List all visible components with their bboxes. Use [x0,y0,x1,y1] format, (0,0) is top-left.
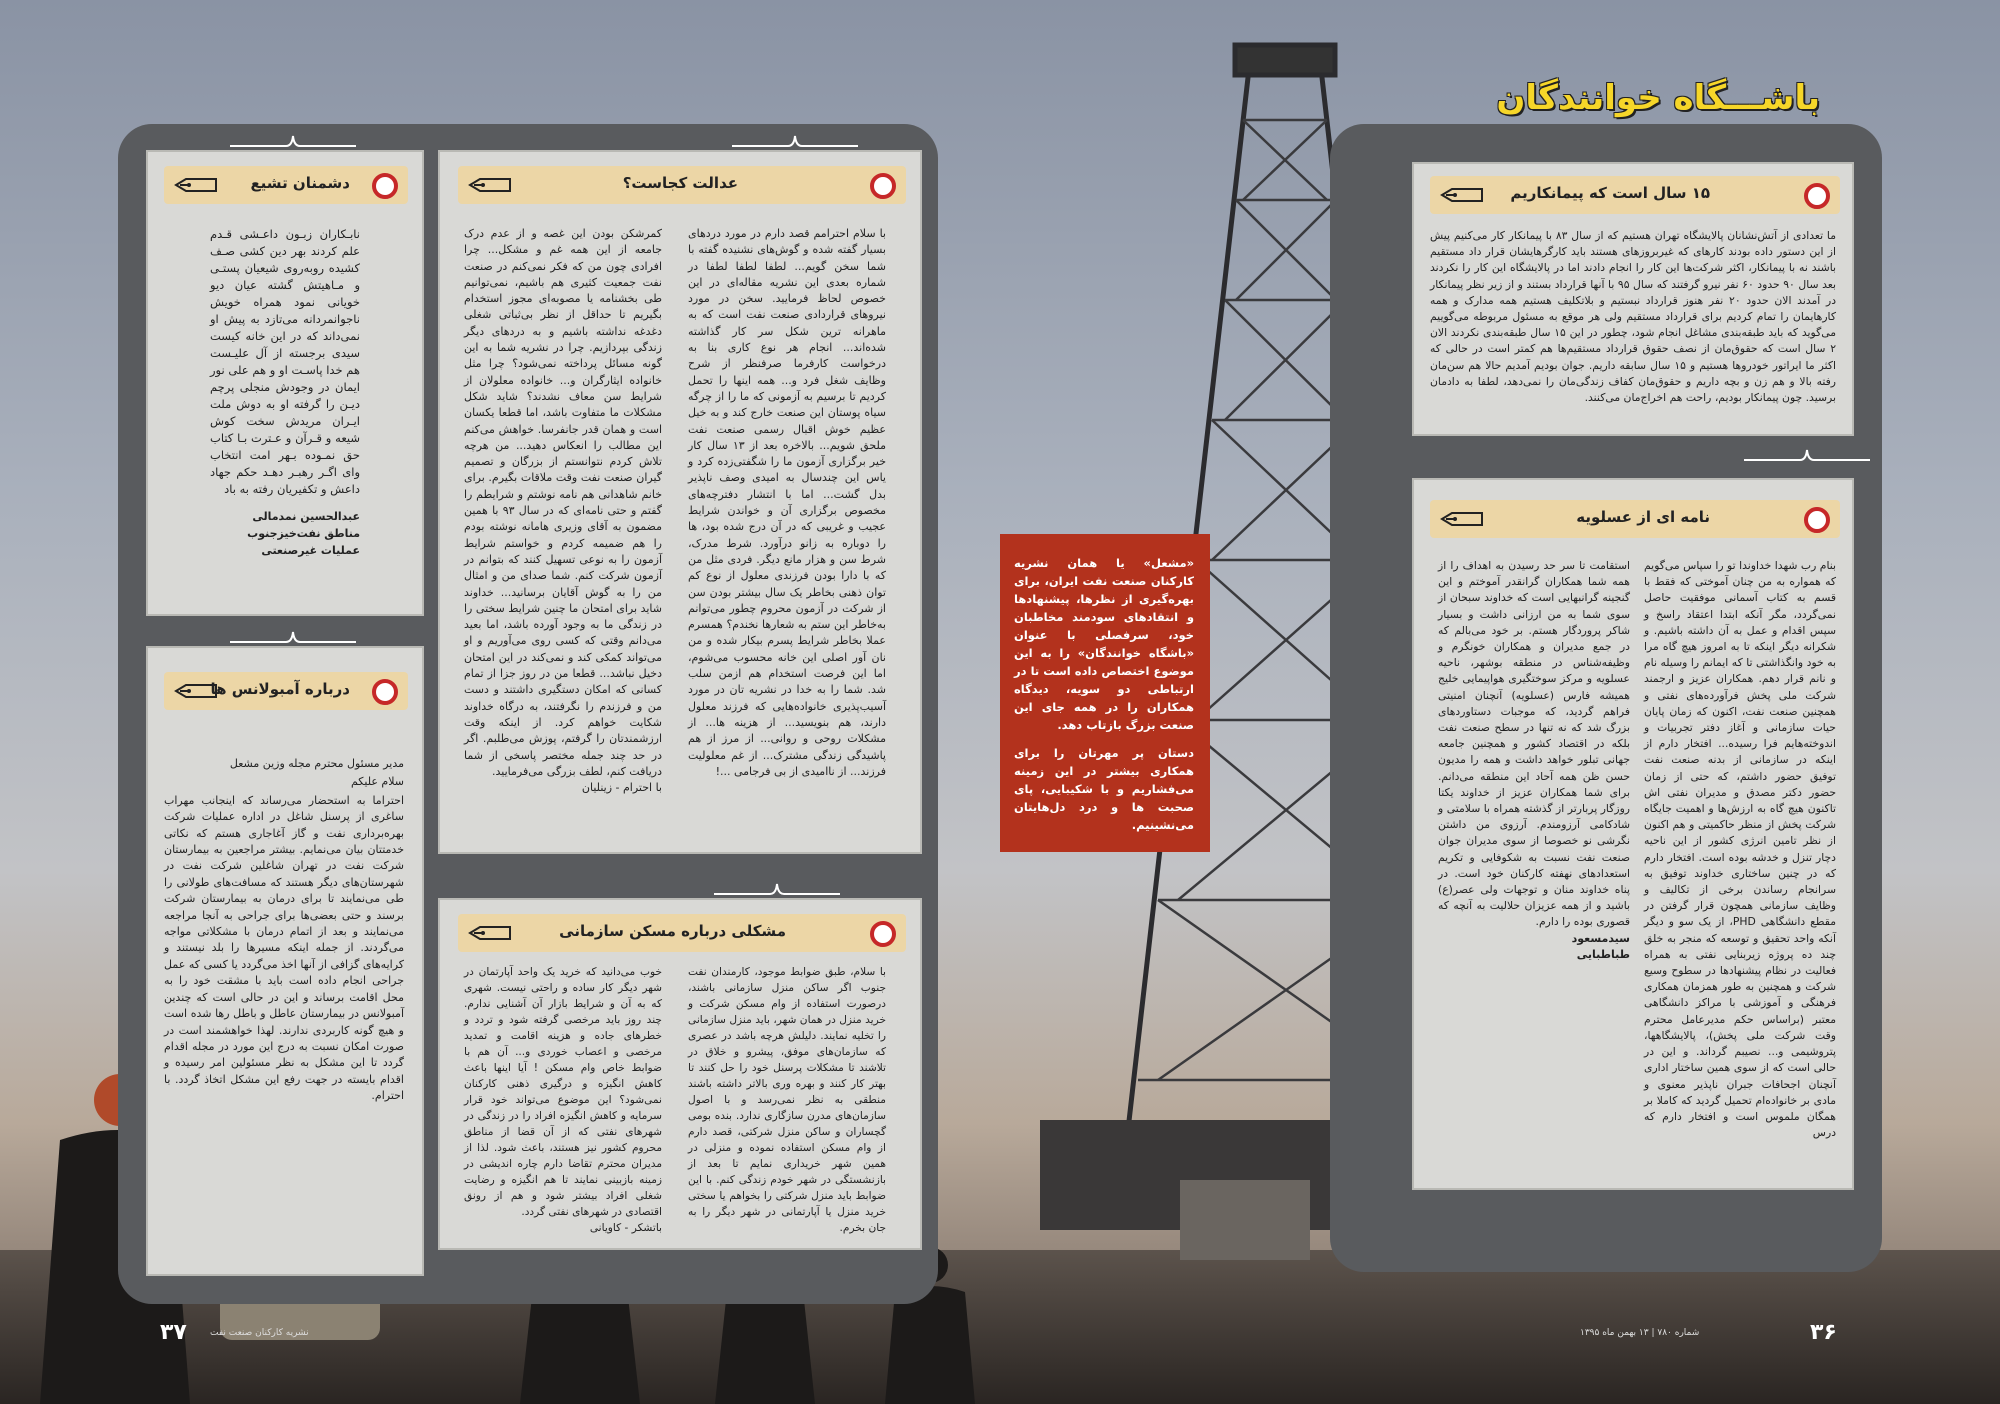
letter-header [164,672,408,710]
circle-icon [1804,507,1830,533]
callout-paragraph: «مشعل» یا همان نشریه کارکنان صنعت نفت ایران، برای بهره‌گیری از نظرها، پیشنهادها و انتقادهای سودمند مخاطبان خود، سرفصلی با عنوان «باشگاه خوانندگان» را به این موضوع اختصاص داده است تا در ارتباطی دو سویه، دیدگاه همکاران را در همه جای این صنعت بزرگ بازتاب دهد. [1014,556,1194,732]
pen-nib-icon [174,177,218,193]
paragraph: ما تعدادی از آتش‌نشانان پالایشگاه تهران هستیم که از سال ۸۳ با پیمانکار کار می‌کنیم پیش از این دستور داده بودند کارهای که غیربروزهای هستند باید کارگرهایشان قرار داد مستقیم باشند نه با پیمانکار، اکثر شرکت‌ها این کار را انجام دادند اما در پالایشگاه این کار را نکردند بعد سال ۹۰ حدود ۶۰ نفر نیرو گرفتند که سال ۹۵ با آنها قرارداد بستند و از زیر نظر پیمانکار در آمدند الان حدود ۲۰ نفر هنوز قرارداد نبستیم و بلاتکلیف هستیم همه مدارک و همه کارهایمان را تمام کردیم برای قرارداد مستقیم ولی هر موقع به مسئول مربوطه می‌گوییم می‌گوید که باید طبقه‌بندی مشاغل انجام شود، چطور در این ۱۵ سال طبقه‌بندی نکردند الان ۲ سال است که حقوق‌مان از نصف حقوق قرارداد مستقیم‌ها هم کمتر است در حالی که اکثر ما ایراتور خودروها هستیم و ۱۵ سال سابقه داریم. جوان بودیم آمدیم حالا هم سن‌مان رفته بالا و هم زن و بچه داریم و حقوق‌مان کفاف زندگی‌مان را نمی‌دهد، لطفا به دادمان برسید. چون پیمانکار بودیم، راحت هم اخراج‌مان می‌کنند. [1430,229,1836,405]
letter-body [1430,228,1836,408]
paragraph: کمرشکن بودن این غصه و از عدم درک جامعه از این همه غم و مشکل... چرا افرادی چون من که فکر نمی‌کنم در صنعت نفت جمعیت کثیری هم باشیم، نمی‌توانیم طی بخشنامه یا مصوبه‌ای مجوز استخدام بگیریم تا حداقل از نظر بی‌ثباتی شغلی دغدغه نداشته باشیم و به دردهای دیگر زندگی بپردازیم. چرا در نشریه شما به این گونه مسائل پرداخته نمی‌شود؟ چرا مثل خانواده ایثارگران و... خانواده معلولان از شرایط سن معاف نشدند؟ شاید شکل مشکلات ما متفاوت باشد، اما قطعا یکسان است و همان قدر جانفرسا. خواهش می‌کنم این مطالب را انعکاس دهید... من هرچه تلاش کردم نتوانستم از بزرگان و تصمیم گیران صنعت نفت وقت ملاقات بگیرم. برای خانم شاهدانی هم نامه نوشتم و شرایطم را گفتم و حتی نامه‌ای که در سال ۹۳ با همین مضمون به آقای وزیری هامانه نوشته بودم را هم ضمیمه کردم و خواستم شرایط آزمون را به نوعی تسهیل کنند که بتوانم در آزمون شرکت کنم. شما صدای من و امثال من را به گوش آقایان برسانید... خداوند شاید برای امتحان ما چنین شرایط سختی را در زندگی ما به وجود آورده باشد، اما بعید می‌دانم وقتی که کسی روی می‌آوریم و او می‌تواند کمکی کند و نمی‌کند در این امتحان دخیل نباشد... قطعا من در روز جزا از تمام کسانی که امکان دستگیری داشتند و دست من و فرزندم را نگرفتند، به درگاه خداوند شکایت خواهم کرد. از اینکه وقت ارزشمندتان را گرفتم، پوزش می‌طلبم. اگر در حد چند جمله مختصر پاسخی از شما دریافت کنم، لطف بزرگی می‌فرمایید. [464,227,662,778]
letter-title: مشکلی درباره مسکن سازمانی [559,922,786,940]
pen-nib-icon [174,683,218,699]
letter-asaluyeh [1412,478,1854,1190]
letter-column-left [1438,558,1630,963]
circle-icon [870,173,896,199]
brace-icon [712,882,842,896]
letter-edalat [438,150,922,854]
letter-column-left [464,964,662,1236]
section-title: باشـــگاه خوانندگان [1496,78,1820,118]
circle-icon [1804,183,1830,209]
callout-paragraph: دستان پر مهرتان را برای همکاری بیشتر در این زمینه می‌فشاریم و با شکیبایی، پای صحبت ها و درد دل‌هایتان می‌نشینیم. [1014,746,1194,832]
brace-icon [228,630,358,644]
letter-title: عدالت کجاست؟ [622,174,738,192]
letter-maskan [438,898,922,1250]
brace-icon [228,134,358,148]
pen-nib-icon [468,925,512,941]
pen-nib-icon [468,177,512,193]
page-number-right: ۳۶ [1810,1320,1837,1345]
rig-building [1180,1180,1310,1260]
circle-icon [870,921,896,947]
letter-column-right: با سلام احترامم قصد دارم در مورد دردهای بسیار گفته شده و گوش‌های نشنیده گفته با شما سخن گویم... لطفا لطفا لطفا در شماره بعدی این نشریه مقاله‌ای در این خصوص لحاظ فرمایید. سخن در مورد نیروهای قراردادی صنعت نفت است که به ماهرانه ترین شکل سر کار گذاشته شده‌اند... انجام هر نوع کاری بنا به درخواست کارفرما صرفنظر از شرح وظایف شغل فرد و... همه اینها را تحمل کردیم تا برسیم به آزمونی که ما را از چرگه سیاه پوستان این صنعت خارج کند و به خیل عظیم خوش اقبال رسمی صنعت نفت ملحق شویم... بالاخره بعد از ۱۳ سال کار خیر برگزاری آزمون ما را شگفتی‌زده کرد و یاس این چندسال به امیدی وصف ناپذیر بدل گشت... اما با انتشار دفترچه‌های مخصوص برگزاری آن و خواندن شرایط عجیب و غریبی که در آن درج شده بود، ها را دوباره به زانو درآورد. شرط مدرک، شرط سن و هزار مانع دیگر. فردی مثل من که با دارا بودن فرزندی معلول از نوع کم توان ذهنی بخاطر یک سال بیشتر بودن سن از شرکت در آزمون محروم چطور می‌توانم به‌خاطر این ستم به شعارها نخندم؟ همسرم عملا بخاطر شرایط پسرم بیکار شده و من نان آور اصلی این خانه محسوب می‌شوم، اما این فرصت استخدام هم ازمن سلب شد. شما را به خدا در نشریه تان در مورد آسیب‌پذیری خانواده‌هایی که فرزند معلول دارند، هم بنویسید... از هزینه ها... از مشکلات روحی و روانی... از مرز از هم پاشیدگی زندگی مشترک... از غم معلولیت فرزند... از ناامیدی از بی فرجامی ...! [688,227,886,778]
footer-note-right: شماره ۷۸۰ | ۱۳ بهمن ماه ۱۳۹۵ [1580,1328,1700,1338]
letter-dushmanan [146,150,424,616]
circle-icon [372,173,398,199]
brace-icon [1742,448,1872,462]
paragraph: احتراما به استحضار می‌رساند که اینجانب مهراب ساغری از پرسنل شاغل در اداره عملیات شرکت بهره‌برداری نفت و گاز آغاجاری هستم که نکاتی خدمتتان بیان می‌نمایم. بیشتر مراجعین به بیمارستان شرکت نفت در تهران شاغلین شرکت نفت در شهرستان‌های دیگر هستند که مسافت‌های طولانی را طی می‌نمایند تا برای درمان به بیمارستان شرکت برسند و حتی بعضی‌ها برای جراحی به آنجا مراجعه می‌نمایند و بعد از اتمام درمان با مشکلاتی مواجه می‌گردند. از جمله اینکه مسیرها را بلد نیستند و کرایه‌های گزافی از آنها اخذ می‌گردد یا کسی که عمل جراحی انجام داده است باید با مشقت خود را به محل اقامت برساند و این در حالی است که چندین آمبولانس در بیمارستان عاطل و باطل رها شده است و هیچ گونه کاربردی ندارند. لهذا خواهشمند است در صورت امکان نسبت به درج این مورد در مجله اقدام گردد تا این مشکل به نظر مسئولین امر رسیده و اقدام بایسته در جهت رفع این مشکل اتخاذ گردد. با احترام. [164,793,404,1103]
signature: مناطق نفت‌خیزجنوب [247,527,360,540]
letter-ambulance [146,646,424,1276]
signature: با احترام - زینلیان [581,781,662,795]
letter-header [1430,500,1840,538]
paragraph: خوب می‌دانید که خرید یک واحد آپارتمان در شهر دیگر کار ساده و راحتی نیست. شهری که به آن و شرایط بازار آن آشنایی ندارم. چند روز باید مرخصی گرفته شود و تردد و خطرهای جاده و هزینه اقامت و تمدید مرخصی و اعصاب خوردی و... آن هم با ضوابط خاص وام مسکن ! آیا اینها باعث کاهش انگیزه و درگیری ذهنی کارکنان نمی‌شود؟ این موضوع می‌تواند خود قرار سرمایه و کاهش انگیزه افراد را در زندگی در شهرهای نفتی که از آن قضا از مناطق محروم کشور نیز هستند، باعث شود. لذا از مدیران محترم تقاضا دارم چاره اندیشی در زمینه بازبینی نمایند تا هم انگیزه و رضایت شغلی افراد بیشتر شود و هم از رونق اقتصادی در شهرهای نفتی گردد. [464,966,662,1218]
signature: سیدمسعود [1571,931,1630,945]
signature: طباطبایی [1576,947,1630,961]
intro-callout [1000,534,1210,852]
pen-nib-icon [1440,511,1484,527]
pen-nib-icon [1440,187,1484,203]
paragraph: استقامت تا سر حد رسیدن به اهداف را از همه شما همکاران گرانقدر آموختم و این گنجینه گرانبهایی است که خداوند سبحان از سوی شما به من ارزانی داشت و بسیار شاکر پروردگار هستم. بر خود می‌بالم که در جمع مدیران و همکاران خونگرم و وظیفه‌شناس در منطقه بوشهر، ناحیه عسلویه و مرکز سوختگیری هواپیمایی خلیج همیشه فارس (عسلویه) آنچنان امنیتی فراهم گردید، که موجبات دستاوردهای بزرگ شد که نه تنها در سطح صنعت نفت بلکه در اقتصاد کشور و همچنین جامعه جهانی تبلور خواهد داشت و همه را مدیون حسن ظن همه آحاد این منطقه می‌دانم. برای شما همکاران عزیز از خداوند یکتا روزگار پربارتر از گذشته همراه با سلامتی و شادکامی آرزومندم. آرزوی من داشتن نگرشی نو خصوصا از سوی مدیران جوان صنعت نفت نسبت به شکوفایی و تکریم استعدادهای نهفته کارکنان خود است. در پناه خداوند منان و توجهات ولی عصر(ع) باشید و از همه عزیزان حلالیت به آنچه که قصوری بوده را دارم. [1438,559,1630,929]
letter-paymankar [1412,162,1854,436]
letter-column-right: با سلام، طبق ضوابط موجود، کارمندان نفت جنوب اگر ساکن منزل سازمانی باشند، درصورت استفاده از وام مسکن شرکت و خرید منزل در همان شهر، باید منزل سازمانی را تخلیه نمایند. دلیلش هرچه باشد در عصری که سازمان‌های موفق، پیشرو و خلاق در تلاشند تا مشکلات پرسنل خود را حل کنند تا بهتر کار کنند و بهره وری بالاتر داشته باشند منطقی به نظر نمی‌رسد و با اصول سازمان‌های مدرن سازگاری ندارد. بنده بومی گچساران و ساکن منزل شرکتی، قصد دارم از وام مسکن استفاده نموده و منزلی در همین شهر خریداری نمایم تا بعد از بازنشستگی در شهر خودم زندگی کنم. با این ضوابط باید منزل شرکتی را بخواهم یا سختی خرید منزل یا آپارتمانی در شهر دیگر را به جان بخرم. [688,966,886,1234]
letter-header [1430,176,1840,214]
letter-header [458,166,906,204]
letter-title: دشمنان تشیع [250,174,350,192]
paragraph: نابـکاران زبـون داعـشی قـدم علم کردند بهر دین کشی صـف کشیده روبه‌روی شیعیان پستـی و مـاهیتش گشته عیان دیو خویانی نمود همراه خویش ناجوانمردانه می‌تازد به پیش او نمی‌داند که در این خانه کیست سیدی برجسته از آل علیـست هم خدا پاسـت او و هم علی نور ایمان در وجودش منجلی پرچم دیـن را گرفته او به دوش ملت ایـران مریدش سخت کوش شیعه و قـرآن و عـترت بـا کتاب حق نمـوده بـهر امت انتخاب وای اگـر رهبـر دهـد حکم جهاد داعش و تکفیریان رفته به باد [210,227,360,496]
signature: عملیات غیرصنعتی [261,544,360,557]
callout-text [1014,554,1194,834]
signature: باتشکر - کاویانی [589,1222,662,1234]
salutation: سلام علیکم [350,775,404,789]
page-number-left: ۳۷ [160,1320,187,1345]
letter-title: نامه ای از عسلویه [1576,508,1710,526]
footer-note-left: نشریه کارکنان صنعت نفت [210,1328,309,1338]
letter-title: ۱۵ سال است که پیمانکاریم [1510,184,1710,202]
letter-header [458,914,906,952]
salutation: مدیر مسئول محترم مجله وزین مشعل [229,757,404,770]
letter-body [164,756,404,1107]
circle-icon [372,679,398,705]
signature: عبدالحسین نمدمالی [252,510,360,523]
letter-title: درباره آمبولانس ها [210,680,350,698]
brace-icon [730,134,860,148]
letter-column-right: بنام رب شهدا خداوندا تو را سپاس می‌گویم که همواره به من چنان آموختی که فقط با قسم به کتاب آسمانی موفقیت حاصل نمی‌گردد، مگر آنکه ابتدا اعتقاد راسخ و سپس اقدام و عمل به آن داشته باشیم. و شکرانه دیگر اینکه تا به امروز هیچ گاه مرا به خود وانگذاشتی تا که ایمانم را وسیله نام و نانم قرار دهم. همکاران عزیز و ارجمند شرکت ملی پخش فرآورده‌های نفتی و همچنین صنعت نفت، اکنون که زمان پایان حیات سازمانی و آغاز دفتر تجربیات و اندوخته‌هایم فرا رسیده... افتخار دارم از اینکه در سازمانی از بدنه صنعت نفت توفیق حضور داشتم، که حتی از زمان حضور دکتر مصدق و مدیران نفتی اش تاکنون هیچ گاه به ارزش‌ها و اهمیت جایگاه شرکت پخش از منظر حاکمیتی و هم اکنون از نظر تامین انرژی کشور از این ناحیه دچار تنزل و خدشه بوده است. افتخار دارم که در چنین ساختاری خداوند توفیق به سرانجام رساندن برخی از تکالیف و وظایف سازمانی همچون قرار گرفتن در مقطع دانشگاهی PHD، از یک سو و دیگر آنکه واحد تحقیق و توسعه که منجر به خلق چند ده پروژه زیربنایی نفتی به همراه فعالیت در نظام پیشنهادها در سطوح وسیع شرکت و همچنین به طور همزمان همکاری فرهنگی و آموزشی با مراکز دانشگاهی معتبر (براساس حکم مدیرعامل محترم وقت شرکت ملی پخش)، پالایشگاهها، پتروشیمی و... نصیبم گرداند. و این در حالی است که از سوی همین ساختار اداری آنچنان اجحافات جبران ناپذیر معنوی و مادی بر خانواده‌ام تحمیل گردید که کاملا بر همگان ملموس است و افتخار دارم که درس [1644,559,1836,1140]
letter-body [210,226,360,561]
letter-column-left [464,226,662,796]
letter-header [164,166,408,204]
